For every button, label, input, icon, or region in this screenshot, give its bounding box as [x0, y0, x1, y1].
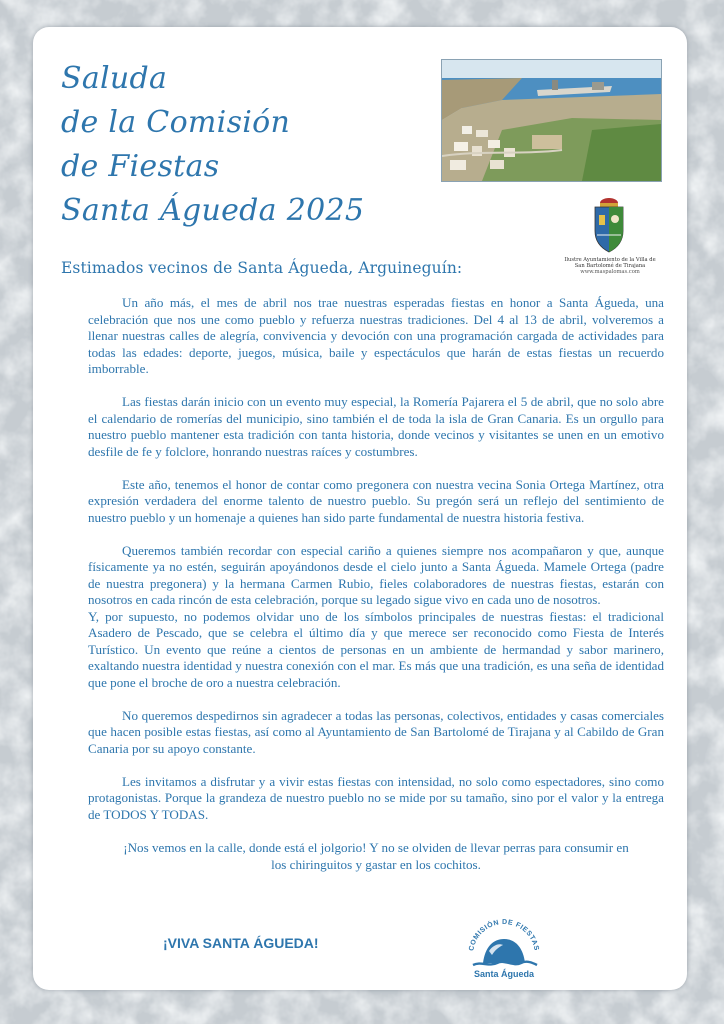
crest-caption [553, 257, 667, 275]
page-title [61, 57, 451, 233]
letter-body [88, 295, 664, 890]
greeting: Estimados vecinos de Santa Águeda, Arguineguín: [61, 259, 463, 277]
closing-cheer: ¡VIVA SANTA ÁGUEDA! [163, 935, 319, 951]
letter-card [33, 27, 687, 990]
paragraph-3: Este año, tenemos el honor de contar como pregonera con nuestra vecina Sonia Ortega Martínez, otra expresión verdadera del enorme talento de nuestro pueblo. Su pregón será un reflejo del sentimiento de nuestro pueblo y un homenaje a quienes han sido parte fundamental de nuestra historia festiva. [88, 476, 664, 525]
paragraph-4: Queremos también recordar con especial cariño a quienes siempre nos acompañaron y que, aunque físicamente ya no estén, seguirán apoyándonos desde el cielo junto a Santa Águeda. Mamele Ortega (padre de nuestra pregonera) y la hermana Carmen Rubio, fieles colaboradores de nuestras fiestas, estarán con nosotros en cada rincón de esta celebración, porque su legado sigue vivo en cada uno de nosotros. [88, 542, 664, 608]
paragraph-6: No queremos despedirnos sin agradecer a todas las personas, colectivos, entidades y casas comerciales que hacen posible estas fiestas, así como al Ayuntamiento de San Bartolomé de Tirajana y al Cabildo de Gran Canaria por su apoyo constante. [88, 707, 664, 756]
logo-arc-text: COMISIÓN DE FIESTAS [468, 918, 540, 952]
municipal-crest-icon [591, 197, 627, 255]
paragraph-7: Les invitamos a disfrutar y a vivir estas fiestas con intensidad, no solo como espectadores, sino como protagonistas. Porque la grandeza de nuestro pueblo no se mide por su tamaño, sino por el valor y la entrega de TODOS Y TODAS. [88, 773, 664, 822]
title-line-1: Saluda [61, 61, 168, 96]
paragraph-1: Un año más, el mes de abril nos trae nuestras esperadas fiestas en honor a Santa Águeda, una celebración que nos une como pueblo y refuerza nuestras tradiciones. Del 4 al 13 de abril, volveremos a llenar nuestras calles de alegría, convivencia y devoción con una programación cargada de actividades para todas las edades: deporte, juegos, música, baile y espectáculos que harán de estas fiestas un recuerdo imborrable. [88, 295, 664, 376]
paragraph-5: Y, por supuesto, no podemos olvidar uno de los símbolos principales de nuestras fiestas: el tradicional Asadero de Pescado, que se celebra el último día y que merece ser reconocido como Fiesta de Interés Turístico. Un evento que reúne a cientos de personas en un ambiente de hermandad y sabor marinero, exaltando nuestra identidad y nuestra conexión con el mar. Es más que una tradición, es una seña de identidad que pone el broche de oro a nuestra celebración. [88, 608, 664, 690]
paragraph-2: Las fiestas darán inicio con un evento muy especial, la Romería Pajarera el 5 de abril, que no solo abre el calendario de romerías del municipio, sino también el de toda la isla de Gran Canaria. Es un orgullo para nuestro pueblo mantener esta tradición con tanta historia, donde vecinos y visitantes se unen en un emotivo desfile de fe y folclore, honrando nuestras raíces y costumbres. [88, 394, 664, 459]
festival-committee-logo [459, 915, 549, 981]
paragraph-8: ¡Nos vemos en la calle, donde está el jolgorio! Y no se olviden de llevar perras para consumir en los chiringuitos y gastar en los cochitos. [123, 840, 629, 872]
title-line-2: de la Comisión [61, 105, 291, 140]
title-line-4: Santa Águeda 2025 [61, 193, 365, 228]
crest-caption-line-2: San Bartolomé de Tirajana [574, 263, 646, 269]
crest-caption-line-1: Ilustre Ayuntamiento de la Villa de [564, 257, 656, 263]
logo-name: Santa Águeda [473, 969, 535, 979]
coastal-town-photo [441, 59, 662, 182]
crest-caption-url: www.maspalomas.com [580, 269, 640, 275]
title-line-3: de Fiestas [61, 149, 220, 184]
